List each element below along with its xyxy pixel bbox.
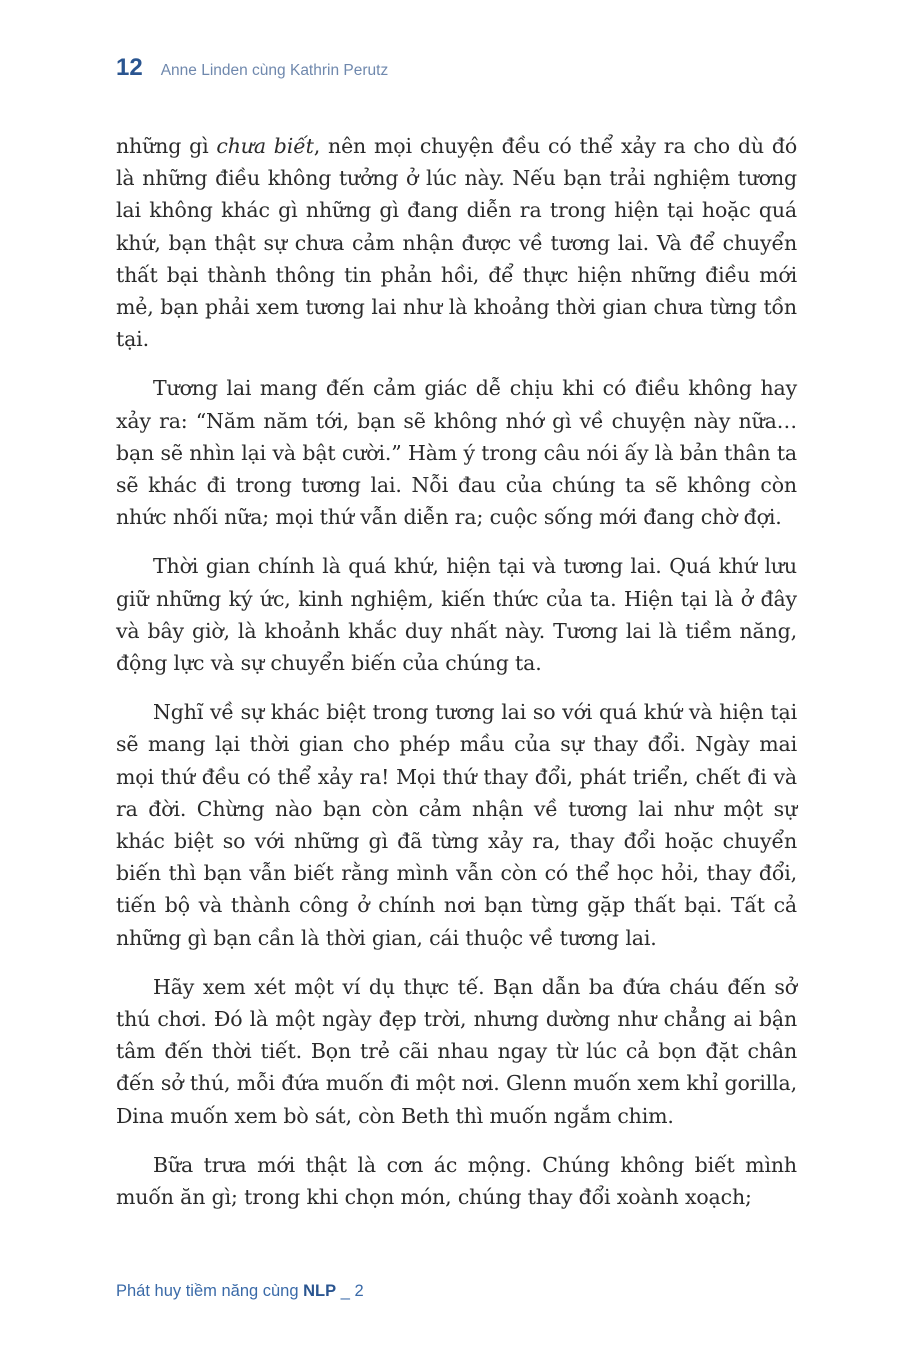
paragraph-2: Tương lai mang đến cảm giác dễ chịu khi có điều không hay xảy ra: “Năm năm tới, bạn sẽ không nhớ gì về chuyện này nữa… bạn sẽ nhìn lại và bật cười.” Hàm ý trong câu nói ấy là bản thân ta sẽ khác đi trong tương lai. Nỗi đau của chúng ta sẽ không còn nhức nhối nữa; mọi thứ vẫn diễn ra; cuộc sống mới đang chờ đợi. xyxy=(116,376,797,530)
running-header xyxy=(116,54,388,82)
paragraph-3: Thời gian chính là quá khứ, hiện tại và tương lai. Quá khứ lưu giữ những ký ức, kinh nghiệm, kiến thức của ta. Hiện tại là ở đây và bây giờ, là khoảnh khắc duy nhất này. Tương lai là tiềm năng, động lực và sự chuyển biến của chúng ta. xyxy=(116,554,797,676)
running-footer xyxy=(116,1282,364,1301)
footer-volume: 2 xyxy=(354,1282,364,1300)
paragraph-6: Bữa trưa mới thật là cơn ác mộng. Chúng không biết mình muốn ăn gì; trong khi chọn món, chúng thay đổi xoành xoạch; xyxy=(116,1152,797,1210)
footer-separator: _ xyxy=(336,1282,355,1300)
paragraph-1-emphasis: chưa biết xyxy=(216,134,314,158)
footer-series-prefix: Phát huy tiềm năng cùng xyxy=(116,1282,304,1300)
paragraph-1 xyxy=(116,130,797,355)
paragraph-1-lead: những gì xyxy=(116,134,217,158)
body-text xyxy=(116,130,797,1230)
paragraph-1-rest: , nên mọi chuyện đều có thể xảy ra cho dù đó là những điều không tưởng ở lúc này. Nếu bạn trải nghiệm tương lai không khác gì những gì đang diễn ra trong hiện tại hoặc quá khứ, bạn thật sự chưa cảm nhận được về tương lai. Và để chuyển thất bại thành thông tin phản hồi, để thực hiện những điều mới mẻ, bạn phải xem tương lai như là khoảng thời gian chưa từng tồn tại. xyxy=(116,134,798,352)
paragraph-5: Hãy xem xét một ví dụ thực tế. Bạn dẫn ba đứa cháu đến sở thú chơi. Đó là một ngày đẹp trời, nhưng dường như chẳng ai bận tâm đến thời tiết. Bọn trẻ cãi nhau ngay từ lúc cả bọn đặt chân đến sở thú, mỗi đứa muốn đi một nơi. Glenn muốn xem khỉ gorilla, Dina muốn xem bò sát, còn Beth thì muốn ngắm chim. xyxy=(116,974,797,1128)
header-authors: Anne Linden cùng Kathrin Perutz xyxy=(160,62,389,79)
footer-series-nlp: NLP xyxy=(303,1282,337,1300)
page-number: 12 xyxy=(116,54,143,81)
paragraph-4: Nghĩ về sự khác biệt trong tương lai so với quá khứ và hiện tại sẽ mang lại thời gian cho phép mầu của sự thay đổi. Ngày mai mọi thứ đều có thể xảy ra! Mọi thứ thay đổi, phát triển, chết đi và ra đời. Chừng nào bạn còn cảm nhận về tương lai như một sự khác biệt so với những gì đã từng xảy ra, thay đổi hoặc chuyển biến thì bạn vẫn biết rằng mình vẫn còn có thể học hỏi, thay đổi, tiến bộ và thành công ở chính nơi bạn từng gặp thất bại. Tất cả những gì bạn cần là thời gian, cái thuộc về tương lai. xyxy=(116,700,797,950)
